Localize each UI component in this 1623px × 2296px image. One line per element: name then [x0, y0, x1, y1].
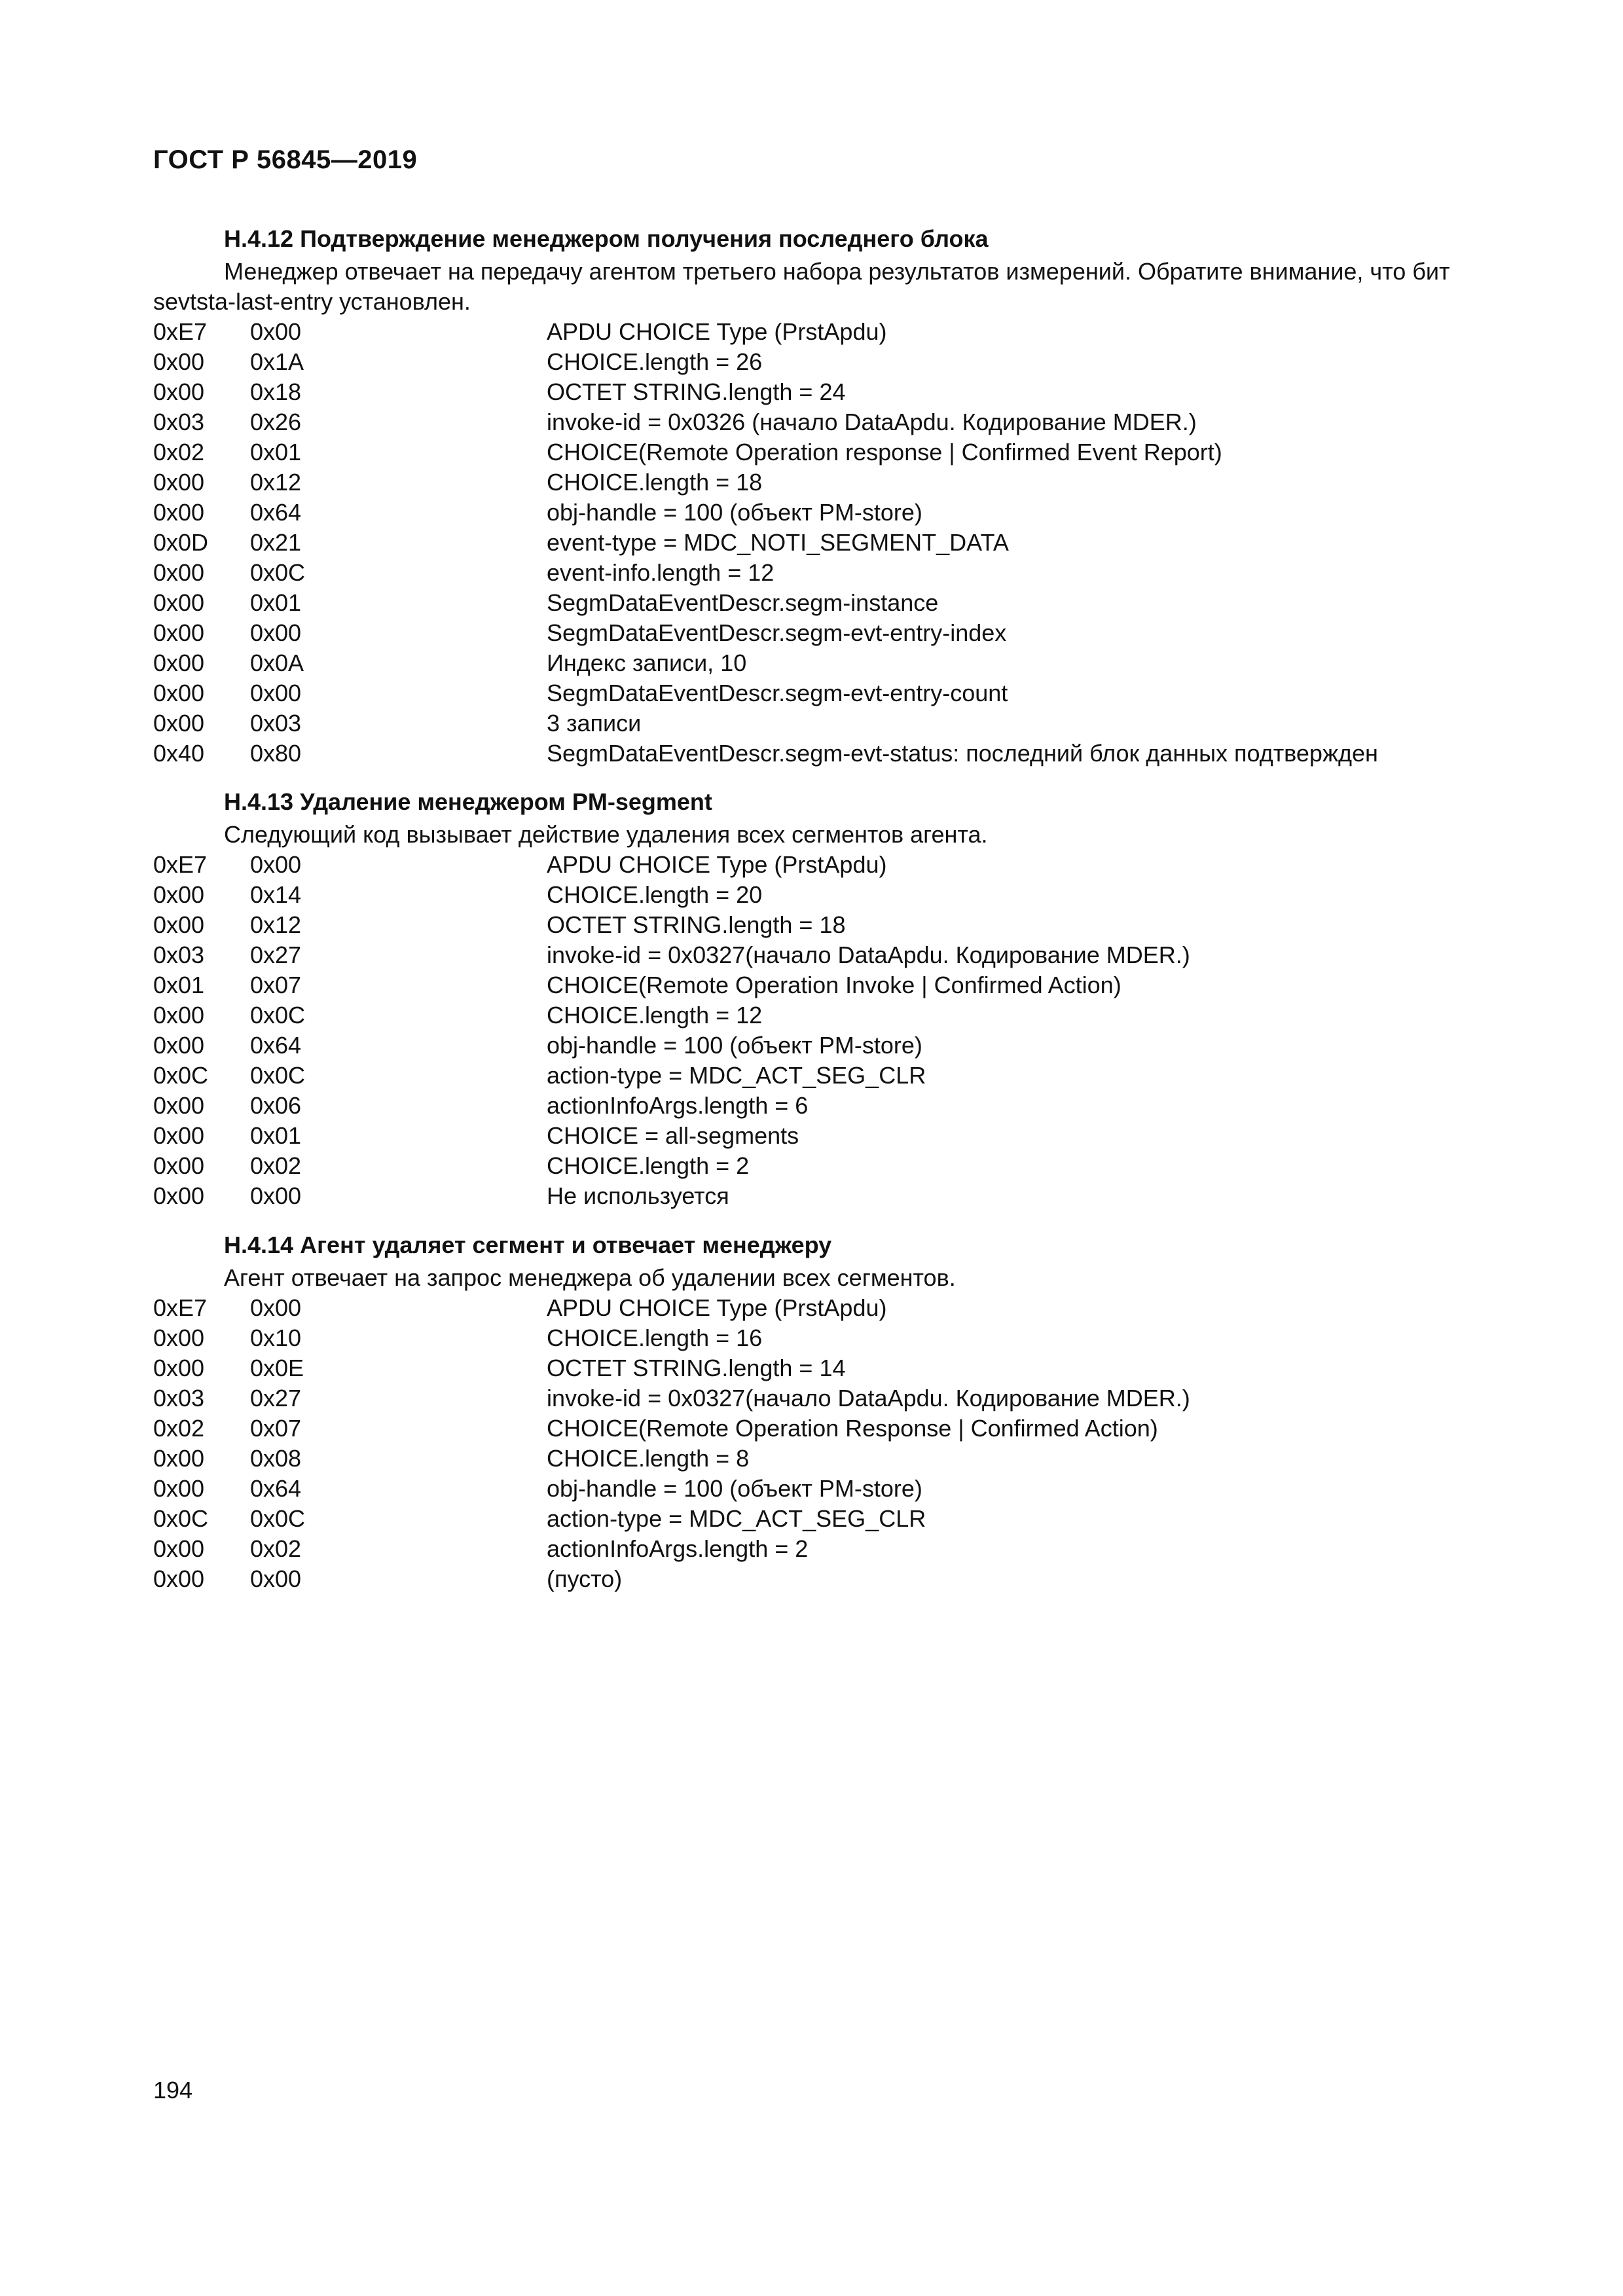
byte-low-cell: 0x0C — [250, 1505, 306, 1532]
byte-low-cell: 0x0C — [250, 559, 306, 586]
byte-high-cell: 0x40 — [153, 740, 205, 767]
description-cell: OCTET STRING.length = 24 — [547, 378, 846, 405]
byte-high-cell: 0x0C — [153, 1062, 209, 1089]
byte-high-cell: 0x00 — [153, 1092, 205, 1119]
table-row — [153, 498, 1482, 528]
byte-high-cell: 0x01 — [153, 972, 205, 998]
description-cell: actionInfoArgs.length = 2 — [547, 1535, 809, 1562]
description-cell: OCTET STRING.length = 18 — [547, 911, 846, 938]
byte-low-cell: 0x07 — [250, 972, 302, 998]
table-row — [153, 1504, 1482, 1534]
byte-high-cell: 0x00 — [153, 469, 205, 496]
table-row — [153, 940, 1482, 970]
description-cell: invoke-id = 0x0327(начало DataApdu. Кодирование MDER.) — [547, 941, 1190, 968]
byte-low-cell: 0x01 — [250, 589, 302, 616]
byte-high-cell: 0x03 — [153, 941, 205, 968]
description-cell: CHOICE(Remote Operation Response | Confirmed Action) — [547, 1415, 1158, 1442]
byte-low-cell: 0x08 — [250, 1445, 302, 1472]
byte-high-cell: 0x00 — [153, 1324, 205, 1351]
section-title: H.4.14 Агент удаляет сегмент и отвечает менеджеру — [224, 1231, 832, 1258]
byte-high-cell: 0x00 — [153, 589, 205, 616]
byte-high-cell: 0x00 — [153, 1002, 205, 1029]
table-row — [153, 317, 1482, 347]
description-cell: SegmDataEventDescr.segm-evt-status: последний блок данных подтвержден — [547, 740, 1378, 767]
byte-low-cell: 0x0C — [250, 1062, 306, 1089]
description-cell: event-type = MDC_NOTI_SEGMENT_DATA — [547, 529, 1009, 556]
byte-high-cell: 0x0C — [153, 1505, 209, 1532]
description-cell: CHOICE.length = 20 — [547, 881, 763, 908]
section-paragraph: Следующий код вызывает действие удаления всех сегментов агента. — [224, 821, 988, 848]
byte-high-cell: 0x03 — [153, 1385, 205, 1412]
table-row — [153, 588, 1482, 618]
table-row — [153, 880, 1482, 910]
byte-high-cell: 0x03 — [153, 409, 205, 435]
description-cell: APDU CHOICE Type (PrstApdu) — [547, 1294, 887, 1321]
section-h-4-14 — [153, 1228, 1482, 1594]
table-row — [153, 528, 1482, 558]
byte-low-cell: 0x18 — [250, 378, 302, 405]
description-cell: CHOICE.length = 2 — [547, 1152, 750, 1179]
byte-low-cell: 0x01 — [250, 439, 302, 465]
description-cell: CHOICE = all-segments — [547, 1122, 799, 1149]
byte-low-cell: 0x27 — [250, 1385, 302, 1412]
section-paragraph: Агент отвечает на запрос менеджера об удалении всех сегментов. — [224, 1264, 956, 1291]
table-row — [153, 1293, 1482, 1323]
byte-low-cell: 0x00 — [250, 1294, 302, 1321]
table-row — [153, 1151, 1482, 1181]
table-row — [153, 1181, 1482, 1211]
byte-low-cell: 0x00 — [250, 619, 302, 646]
byte-high-cell: 0x00 — [153, 1355, 205, 1381]
section-h-4-12 — [153, 221, 1482, 769]
description-cell: obj-handle = 100 (объект PM-store) — [547, 499, 922, 526]
description-cell: SegmDataEventDescr.segm-evt-entry-index — [547, 619, 1007, 646]
description-cell: invoke-id = 0x0327(начало DataApdu. Кодирование MDER.) — [547, 1385, 1190, 1412]
table-row — [153, 1121, 1482, 1151]
description-cell: CHOICE(Remote Operation response | Confirmed Event Report) — [547, 439, 1222, 465]
table-row — [153, 1413, 1482, 1444]
description-cell: action-type = MDC_ACT_SEG_CLR — [547, 1062, 926, 1089]
byte-low-cell: 0x64 — [250, 499, 302, 526]
description-cell: obj-handle = 100 (объект PM-store) — [547, 1475, 922, 1502]
byte-low-cell: 0x03 — [250, 710, 302, 737]
byte-high-cell: 0x00 — [153, 1565, 205, 1592]
table-row — [153, 1030, 1482, 1061]
description-cell: (пусто) — [547, 1565, 623, 1592]
table-row — [153, 347, 1482, 377]
table-row — [153, 1564, 1482, 1594]
table-row — [153, 618, 1482, 648]
byte-high-cell: 0x00 — [153, 881, 205, 908]
byte-high-cell: 0x00 — [153, 499, 205, 526]
byte-low-cell: 0x02 — [250, 1152, 302, 1179]
byte-high-cell: 0x02 — [153, 439, 205, 465]
byte-low-cell: 0x64 — [250, 1475, 302, 1502]
byte-high-cell: 0x02 — [153, 1415, 205, 1442]
byte-high-cell: 0x00 — [153, 1445, 205, 1472]
description-cell: CHOICE.length = 16 — [547, 1324, 763, 1351]
byte-low-cell: 0x80 — [250, 740, 302, 767]
table-row — [153, 1383, 1482, 1413]
table-row — [153, 1474, 1482, 1504]
description-cell: SegmDataEventDescr.segm-instance — [547, 589, 939, 616]
description-cell: SegmDataEventDescr.segm-evt-entry-count — [547, 680, 1008, 706]
byte-low-cell: 0x12 — [250, 911, 302, 938]
table-row — [153, 558, 1482, 588]
description-cell: obj-handle = 100 (объект PM-store) — [547, 1032, 922, 1059]
byte-low-cell: 0x00 — [250, 680, 302, 706]
hex-dump-table — [153, 317, 1482, 769]
table-row — [153, 910, 1482, 940]
byte-low-cell: 0x1A — [250, 348, 304, 375]
description-cell: CHOICE(Remote Operation Invoke | Confirmed Action) — [547, 972, 1122, 998]
byte-high-cell: 0x00 — [153, 348, 205, 375]
hex-dump-table — [153, 1293, 1482, 1594]
byte-high-cell: 0x00 — [153, 710, 205, 737]
byte-low-cell: 0x0A — [250, 649, 304, 676]
hex-dump-table — [153, 850, 1482, 1211]
byte-low-cell: 0x14 — [250, 881, 302, 908]
description-cell: Не используется — [547, 1182, 729, 1209]
byte-low-cell: 0x0E — [250, 1355, 304, 1381]
byte-high-cell: 0x00 — [153, 559, 205, 586]
description-cell: CHOICE.length = 26 — [547, 348, 763, 375]
byte-low-cell: 0x06 — [250, 1092, 302, 1119]
byte-low-cell: 0x02 — [250, 1535, 302, 1562]
table-row — [153, 850, 1482, 880]
description-cell: action-type = MDC_ACT_SEG_CLR — [547, 1505, 926, 1532]
byte-low-cell: 0x00 — [250, 318, 302, 345]
byte-high-cell: 0x00 — [153, 1032, 205, 1059]
description-cell: Индекс записи, 10 — [547, 649, 747, 676]
description-cell: actionInfoArgs.length = 6 — [547, 1092, 809, 1119]
byte-high-cell: 0xE7 — [153, 318, 208, 345]
section-h-4-13 — [153, 784, 1482, 1211]
table-row — [153, 377, 1482, 407]
table-row — [153, 1353, 1482, 1383]
byte-low-cell: 0x0C — [250, 1002, 306, 1029]
byte-high-cell: 0x00 — [153, 1122, 205, 1149]
table-row — [153, 1534, 1482, 1564]
byte-high-cell: 0x00 — [153, 1152, 205, 1179]
byte-high-cell: 0x00 — [153, 649, 205, 676]
byte-low-cell: 0x00 — [250, 1565, 302, 1592]
document-header: ГОСТ Р 56845—2019 — [153, 145, 418, 174]
description-cell: 3 записи — [547, 710, 642, 737]
description-cell: CHOICE.length = 8 — [547, 1445, 750, 1472]
table-row — [153, 467, 1482, 498]
table-row — [153, 678, 1482, 708]
section-title: H.4.13 Удаление менеджером PM-segment — [224, 788, 712, 815]
byte-high-cell: 0x00 — [153, 1535, 205, 1562]
description-cell: CHOICE.length = 12 — [547, 1002, 763, 1029]
byte-high-cell: 0x00 — [153, 619, 205, 646]
table-row — [153, 970, 1482, 1000]
table-row — [153, 708, 1482, 738]
section-paragraph: Менеджер отвечает на передачу агентом третьего набора результатов измерений. Обратите внимание, что бит sevtsta-last-entry установлен. — [153, 258, 1450, 315]
table-row — [153, 1000, 1482, 1030]
byte-low-cell: 0x00 — [250, 1182, 302, 1209]
byte-high-cell: 0x00 — [153, 911, 205, 938]
page-number: 194 — [153, 2077, 193, 2104]
byte-high-cell: 0x00 — [153, 680, 205, 706]
description-cell: APDU CHOICE Type (PrstApdu) — [547, 318, 887, 345]
table-row — [153, 648, 1482, 678]
table-row — [153, 738, 1482, 769]
byte-low-cell: 0x10 — [250, 1324, 302, 1351]
table-row — [153, 437, 1482, 467]
byte-high-cell: 0xE7 — [153, 851, 208, 878]
table-row — [153, 1323, 1482, 1353]
table-row — [153, 1061, 1482, 1091]
byte-low-cell: 0x27 — [250, 941, 302, 968]
description-cell: event-info.length = 12 — [547, 559, 775, 586]
byte-low-cell: 0x01 — [250, 1122, 302, 1149]
byte-low-cell: 0x26 — [250, 409, 302, 435]
byte-high-cell: 0x00 — [153, 1182, 205, 1209]
byte-high-cell: 0x00 — [153, 1475, 205, 1502]
byte-low-cell: 0x07 — [250, 1415, 302, 1442]
description-cell: APDU CHOICE Type (PrstApdu) — [547, 851, 887, 878]
description-cell: OCTET STRING.length = 14 — [547, 1355, 846, 1381]
byte-high-cell: 0x0D — [153, 529, 209, 556]
table-row — [153, 1091, 1482, 1121]
section-title: H.4.12 Подтверждение менеджером получения последнего блока — [224, 225, 989, 252]
byte-low-cell: 0x12 — [250, 469, 302, 496]
byte-low-cell: 0x64 — [250, 1032, 302, 1059]
description-cell: invoke-id = 0x0326 (начало DataApdu. Кодирование MDER.) — [547, 409, 1197, 435]
byte-high-cell: 0xE7 — [153, 1294, 208, 1321]
byte-low-cell: 0x00 — [250, 851, 302, 878]
table-row — [153, 1444, 1482, 1474]
table-row — [153, 407, 1482, 437]
byte-low-cell: 0x21 — [250, 529, 302, 556]
description-cell: CHOICE.length = 18 — [547, 469, 763, 496]
byte-high-cell: 0x00 — [153, 378, 205, 405]
